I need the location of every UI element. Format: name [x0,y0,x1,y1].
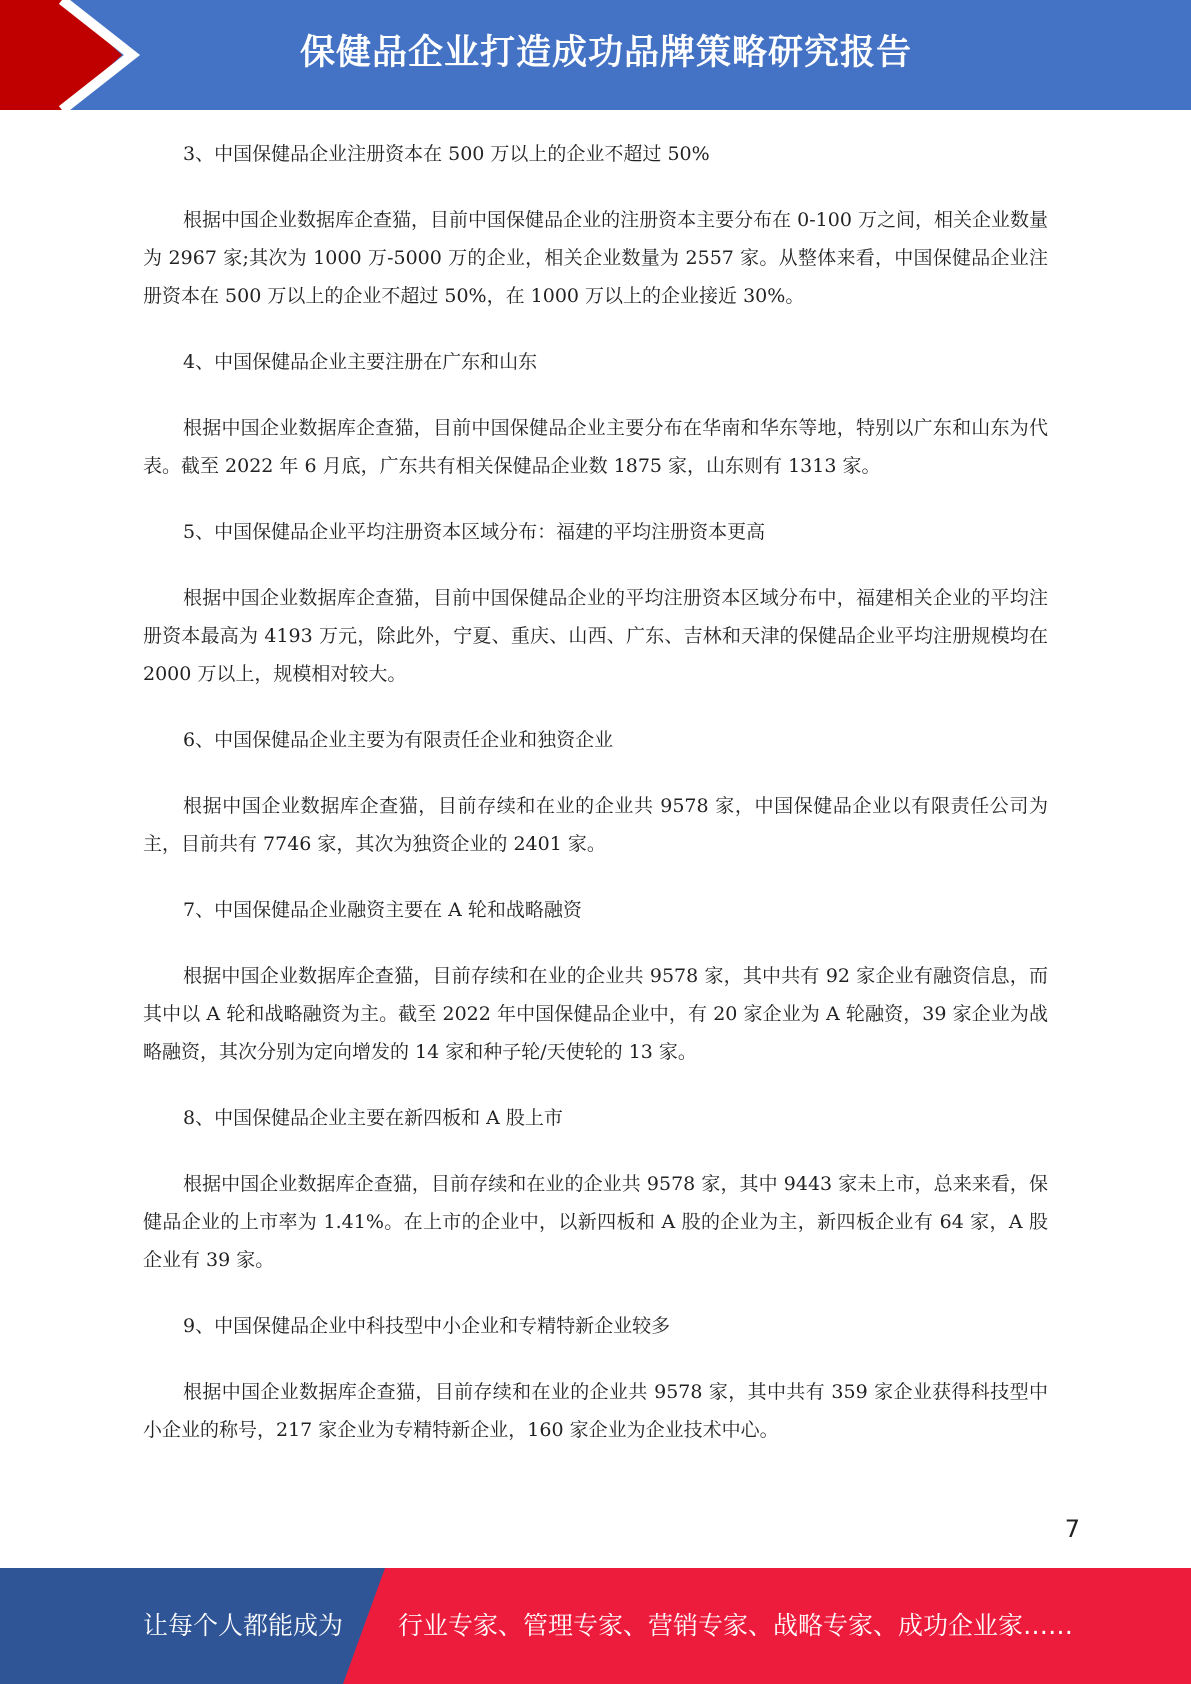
section-paragraph: 根据中国企业数据库企查猫，目前中国保健品企业主要分布在华南和华东等地，特别以广东和山东为代表。截至 2022 年 6 月底，广东共有相关保健品企业数 1875 家，山东则有 1313 家。 [143,417,1048,477]
section-paragraph: 根据中国企业数据库企查猫，目前存续和在业的企业共 9578 家，中国保健品企业以有限责任公司为主，目前共有 7746 家，其次为独资企业的 2401 家。 [143,795,1048,855]
section-heading: 7、中国保健品企业融资主要在 A 轮和战略融资 [183,899,582,921]
document-body [143,135,1048,1477]
section-heading: 9、中国保健品企业中科技型中小企业和专精特新企业较多 [183,1315,671,1337]
page-header [0,0,1191,110]
section-7 [143,891,1048,1071]
section-8 [143,1099,1048,1279]
section-heading: 6、中国保健品企业主要为有限责任企业和独资企业 [183,729,614,751]
section-paragraph: 根据中国企业数据库企查猫，目前存续和在业的企业共 9578 家，其中共有 359 家企业获得科技型中小企业的称号，217 家企业为专精特新企业，160 家企业为企业技术中心。 [143,1381,1048,1441]
section-3 [143,135,1048,315]
section-paragraph: 根据中国企业数据库企查猫，目前中国保健品企业的平均注册资本区域分布中，福建相关企业的平均注册资本最高为 4193 万元，除此外，宁夏、重庆、山西、广东、吉林和天津的保健品企业平均注册规模均在 2000 万以上，规模相对较大。 [143,587,1048,685]
section-4 [143,343,1048,485]
footer-slogan-right: 行业专家、管理专家、营销专家、战略专家、成功企业家…… [398,1611,1074,1640]
section-paragraph: 根据中国企业数据库企查猫，目前存续和在业的企业共 9578 家，其中共有 92 家企业有融资信息，而其中以 A 轮和战略融资为主。截至 2022 年中国保健品企业中，有 20 家企业为 A 轮融资，39 家企业为战略融资，其次分别为定向增发的 14 家和种子轮/天使轮的 13 家。 [143,965,1048,1063]
section-9 [143,1307,1048,1449]
section-heading: 3、中国保健品企业注册资本在 500 万以上的企业不超过 50% [183,143,710,165]
section-heading: 4、中国保健品企业主要注册在广东和山东 [183,351,538,373]
section-paragraph: 根据中国企业数据库企查猫，目前中国保健品企业的注册资本主要分布在 0-100 万之间，相关企业数量为 2967 家;其次为 1000 万-5000 万的企业，相关企业数量为 2557 家。从整体来看，中国保健品企业注册资本在 500 万以上的企业不超过 50%，在 1000 万以上的企业接近 30%。 [143,209,1048,307]
section-heading: 5、中国保健品企业平均注册资本区域分布：福建的平均注册资本更高 [183,521,766,543]
section-5 [143,513,1048,693]
section-heading: 8、中国保健品企业主要在新四板和 A 股上市 [183,1107,563,1129]
footer-slogan-left: 让每个人都能成为 [143,1611,344,1640]
header-arrow-graphic [0,0,160,110]
section-6 [143,721,1048,863]
header-title: 保健品企业打造成功品牌策略研究报告 [300,33,913,73]
section-paragraph: 根据中国企业数据库企查猫，目前存续和在业的企业共 9578 家，其中 9443 家未上市，总来来看，保健品企业的上市率为 1.41%。在上市的企业中，以新四板和 A 股的企业为主，新四板企业有 64 家，A 股企业有 39 家。 [143,1173,1048,1271]
page-number: 7 [1064,1515,1080,1543]
page-footer [0,1568,1191,1684]
